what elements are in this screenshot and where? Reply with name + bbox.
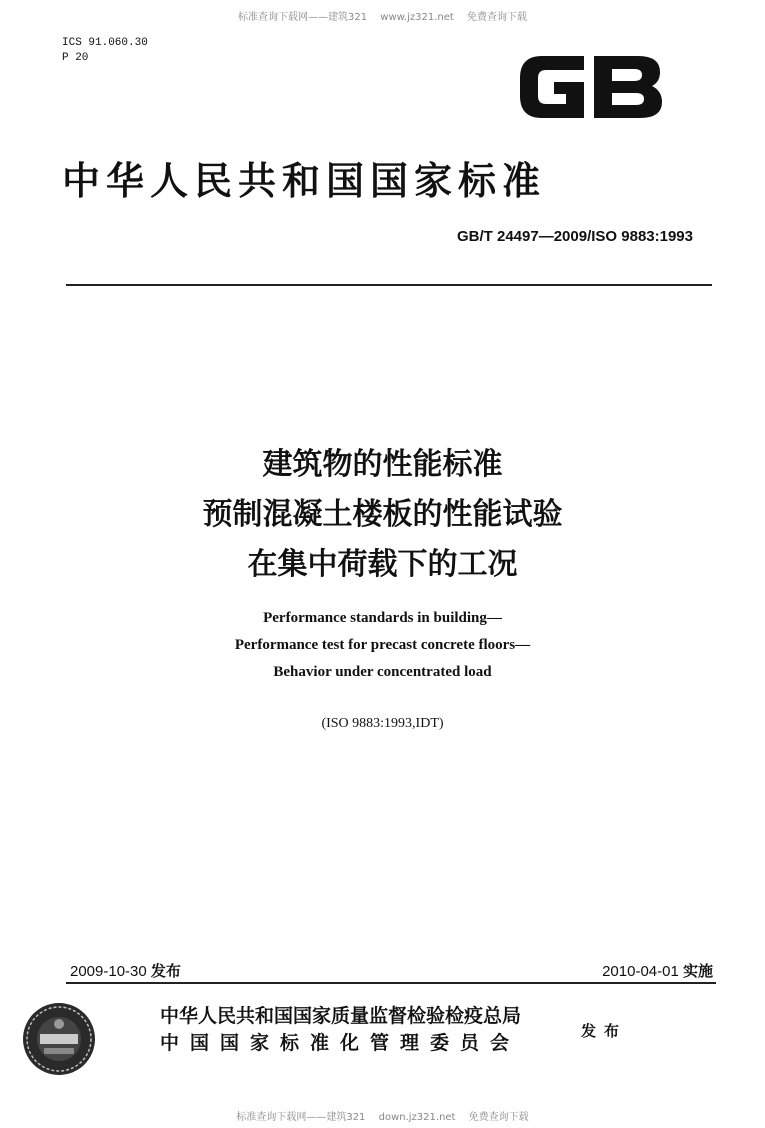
implementation-date [602,960,713,981]
watermark-top [0,8,765,23]
english-title-line-1: Performance standards in building— [263,610,502,626]
issue-date [70,960,181,981]
classification-codes [62,36,148,66]
chinese-title-line-1: 建筑物的性能标准 [262,447,503,482]
watermark-bottom-site: 标准查询下载网——建筑321 [236,1112,366,1123]
chinese-title [0,440,765,590]
ics-code: ICS 91.060.30 [62,37,148,49]
national-standard-title: 中华人民共和国国家标准 [62,158,547,203]
iso-reference: (ISO 9883:1993,IDT) [321,716,444,731]
issuer-sac: 中国国家标准化管理委员会 [160,1032,521,1054]
chinese-title-line-3: 在集中荷载下的工况 [247,547,518,582]
chinese-title-line-2: 预制混凝土楼板的性能试验 [202,497,563,532]
english-title [0,605,765,686]
watermark-top-note: 免费查询下载 [466,12,527,23]
implementation-date-label: 实施 [682,962,713,980]
english-title-line-2: Performance test for precast concrete floors— [234,637,531,653]
watermark-top-url[interactable]: www.jz321.net [380,12,454,23]
footer-divider [66,982,716,984]
issue-date-value: 2009-10-30 [70,963,147,980]
english-title-line-3: Behavior under concentrated load [273,664,492,680]
watermark-bottom [0,1108,765,1123]
issuer-aqsiq: 中华人民共和国国家质量监督检验检疫总局 [160,1005,522,1027]
header-divider [66,284,712,286]
standard-number: GB/T 24497—2009/ISO 9883:1993 [457,228,693,245]
implementation-date-value: 2010-04-01 [602,963,679,980]
watermark-bottom-note: 免费查询下载 [468,1112,529,1123]
issue-date-label: 发布 [150,962,181,980]
official-seal-icon [20,1000,98,1078]
watermark-bottom-url[interactable]: down.jz321.net [378,1112,456,1123]
publish-label: 发布 [581,1022,628,1040]
watermark-top-site: 标准查询下载网——建筑321 [238,12,368,23]
issuing-authorities [160,1003,521,1057]
gb-emblem-icon [514,46,666,128]
ccs-code: P 20 [62,52,89,64]
